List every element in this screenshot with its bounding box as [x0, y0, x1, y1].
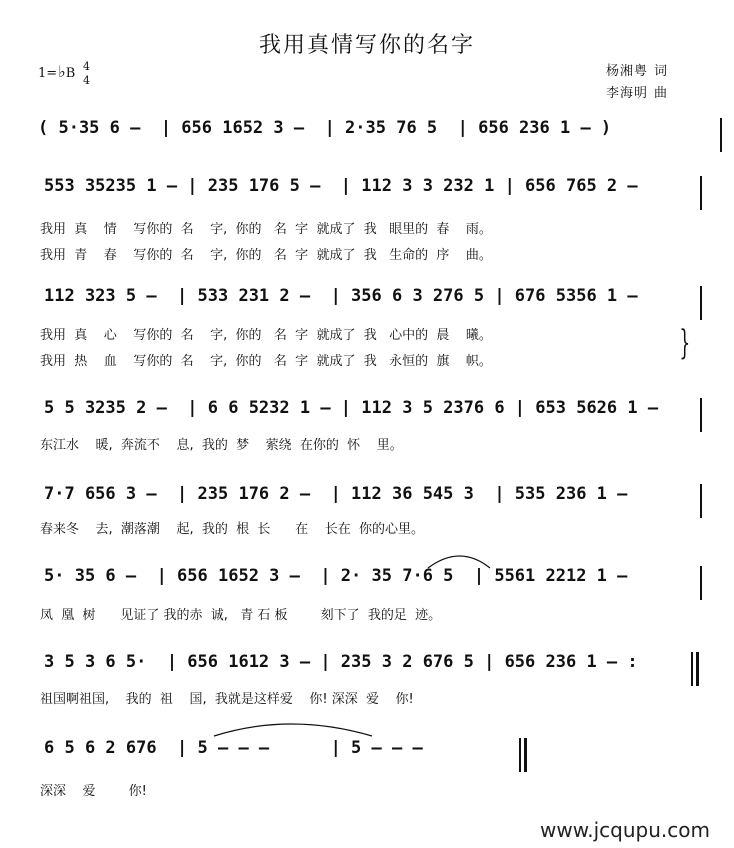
- verse-brace-icon: }: [679, 323, 691, 363]
- key-signature: [38, 62, 75, 81]
- bar-line: [700, 286, 702, 320]
- lyricist-role: 词: [654, 64, 669, 79]
- lyric-line: 祖国啊祖国, 我的 祖 国, 我就是这样爱 你! 深深 爱 你!: [40, 692, 414, 707]
- notation-line: 5 5 3235 2 – | 6 6 5232 1 – | 112 3 5 2376 6 | 653 5626 1 –: [44, 398, 659, 418]
- tie-mark: [0, 738, 734, 778]
- song-title: 我用真情写你的名字: [258, 33, 475, 58]
- notation-line: 553 35235 1 – | 235 176 5 – | 112 3 3 232 1 | 656 765 2 –: [44, 176, 638, 196]
- composer-credit: [606, 82, 668, 101]
- lyricist-name: 杨湘粤: [606, 64, 649, 79]
- time-signature: [83, 60, 90, 88]
- lyric-line: 凤 凰 树 见证了 我的赤 诚, 青 石 板 刻下了 我的足 迹。: [40, 608, 442, 623]
- lyric-verse-2: 我用 热 血 写你的 名 字, 你的 名 字 就成了 我 永恒的 旗 帜。: [40, 354, 492, 369]
- lyric-verse-2: 我用 青 春 写你的 名 字, 你的 名 字 就成了 我 生命的 序 曲。: [40, 248, 492, 263]
- repeat-bar: [696, 652, 699, 686]
- notation-line: 112 323 5 – | 533 231 2 – | 356 6 3 276 5 | 676 5356 1 –: [44, 286, 638, 306]
- lyric-verse-1: 我用 真 情 写你的 名 字, 你的 名 字 就成了 我 眼里的 春 雨。: [40, 222, 492, 237]
- bar-line: [691, 652, 693, 686]
- bar-line: [700, 484, 702, 518]
- lyric-verse-1: 我用 真 心 写你的 名 字, 你的 名 字 就成了 我 心中的 晨 曦。: [40, 328, 492, 343]
- notation-line: 6 5 6 2 676 | 5 – – – | 5 – – –: [44, 738, 423, 758]
- notation-line: 7·7 656 3 – | 235 176 2 – | 112 36 545 3 | 535 236 1 –: [44, 484, 628, 504]
- bar-line: [720, 118, 722, 152]
- notation-line: 5· 35 6 – | 656 1652 3 – | 2· 35 7·6 5 | 5561 2212 1 –: [44, 566, 628, 586]
- lyricist-credit: [606, 60, 668, 79]
- key-label: 1=: [38, 66, 58, 81]
- key-note: B: [65, 66, 76, 81]
- notation-line: ( 5·35 6 – | 656 1652 3 – | 2·35 76 5 | 656 236 1 – ): [38, 118, 612, 138]
- bar-line: [700, 176, 702, 210]
- composer-role: 曲: [654, 86, 669, 101]
- lyric-line: 深深 爱 你!: [40, 784, 147, 799]
- bar-line: [700, 398, 702, 432]
- meter-top: 4: [83, 60, 90, 73]
- meter-bottom: 4: [83, 74, 90, 87]
- flat-icon: ♭: [58, 62, 66, 81]
- slur-mark: [0, 566, 734, 606]
- composer-name: 李海明: [606, 86, 649, 101]
- lyric-line: 春来冬 去, 潮落潮 起, 我的 根 长 在 长在 你的心里。: [40, 522, 424, 537]
- notation-line: 3 5 3 6 5· | 656 1612 3 – | 235 3 2 676 5 | 656 236 1 – :: [44, 652, 638, 672]
- site-watermark: www.jcqupu.com: [540, 818, 710, 842]
- lyric-line: 东江水 暖, 奔流不 息, 我的 梦 萦绕 在你的 怀 里。: [40, 438, 403, 453]
